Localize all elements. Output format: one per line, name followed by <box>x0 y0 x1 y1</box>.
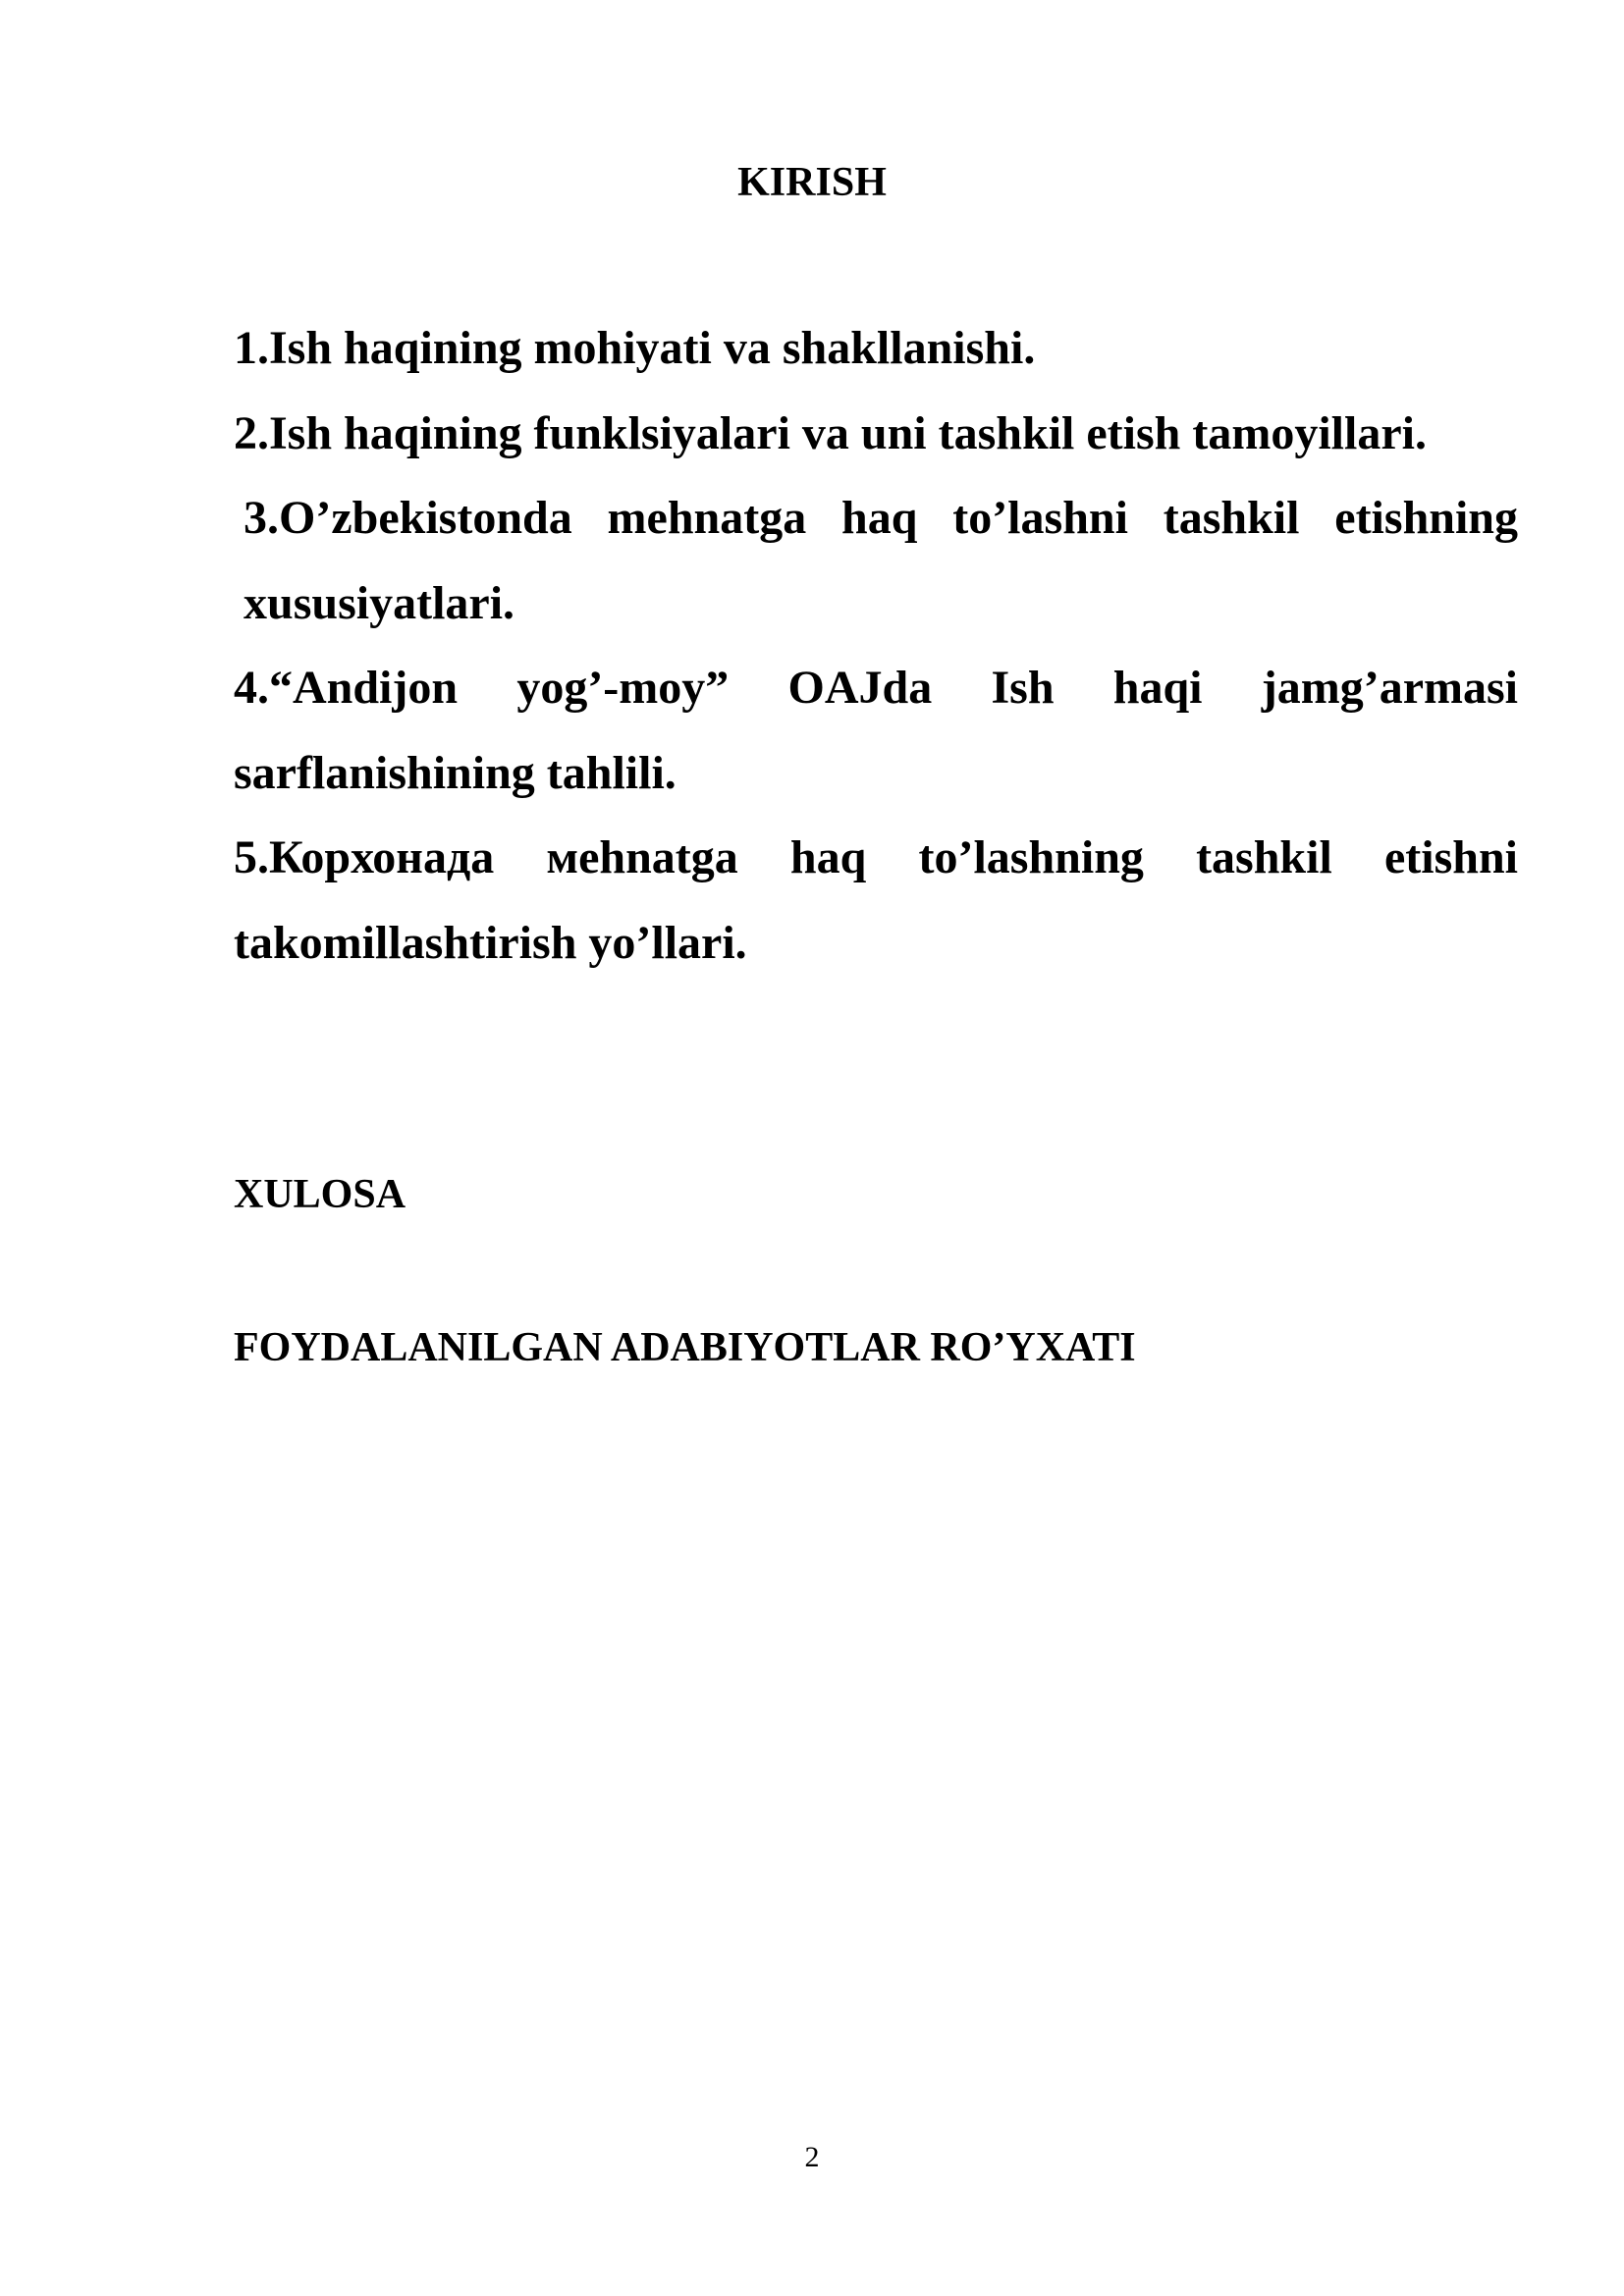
toc-item-1: 1.Ish haqining mohiyati va shakllanishi. <box>234 322 1036 374</box>
toc-item-4: 4.“Andijon yog’-moy” OAJda Ish haqi jamg’armasi sarflanishining tahlili. <box>234 662 1518 799</box>
toc-item-2: 2.Ish haqining funklsiyalari va uni tashkil etish tamoyillari. <box>234 406 1427 459</box>
conclusion-heading: XULOSA <box>234 1172 406 1217</box>
references-heading: FOYDALANILGAN ADABIYOTLAR RO’YXATI <box>234 1325 1136 1370</box>
intro-heading: KIRISH <box>737 160 887 205</box>
toc-item-5: 5.Корхонада мehnatga haq to’lashning tashkil etishni takomillashtirish yo’llari. <box>234 831 1518 969</box>
table-of-contents <box>234 306 1518 986</box>
toc-item-3: 3.O’zbekistonda mehnatga haq to’lashni tashkil etishning xususiyatlari. <box>244 492 1518 629</box>
page-number: 2 <box>804 2141 820 2173</box>
